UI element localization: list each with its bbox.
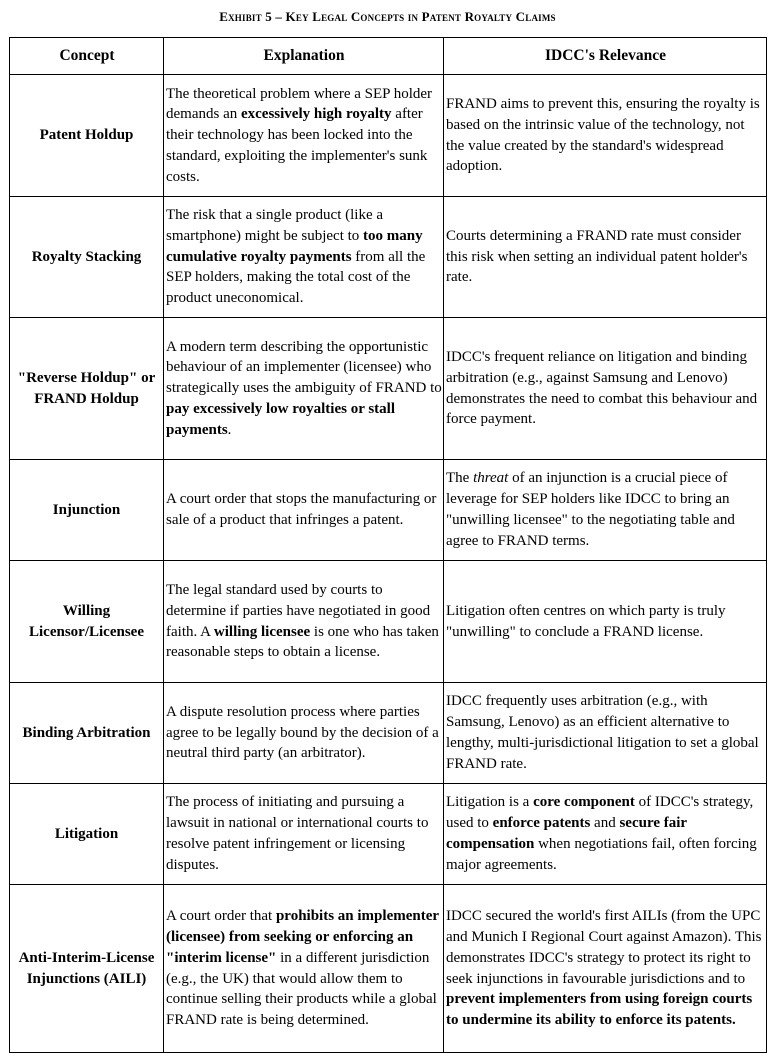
concept-cell: Anti-Interim-License Injunctions (AILI) xyxy=(10,885,164,1053)
text-segment: of an injunction is a crucial piece of leverage for SEP holders like IDCC to bring an "unwilling licensee" to the negotiating table and agree to FRAND terms. xyxy=(446,470,735,549)
concept-cell: "Reverse Holdup" or FRAND Holdup xyxy=(10,318,164,460)
relevance-cell xyxy=(444,197,767,318)
table-row xyxy=(10,197,767,318)
concept-cell: Royalty Stacking xyxy=(10,197,164,318)
relevance-cell xyxy=(444,683,767,784)
bold-text: willing licensee xyxy=(213,623,311,640)
text-segment: is one who has taken reasonable steps to obtain a license. xyxy=(166,623,439,661)
explanation-cell xyxy=(164,318,444,460)
explanation-cell xyxy=(164,683,444,784)
explanation-cell xyxy=(164,784,444,885)
relevance-cell xyxy=(444,885,767,1053)
explanation-cell xyxy=(164,75,444,197)
concept-cell: Patent Holdup xyxy=(10,75,164,197)
table-row xyxy=(10,460,767,561)
text-segment: The xyxy=(446,470,474,487)
explanation-cell xyxy=(164,197,444,318)
text-segment: in a different jurisdiction (e.g., the UK) that would allow them to continue selling their products while a global FRAND rate is being determined. xyxy=(166,949,437,1029)
text-segment: The risk that a single product (like a smartphone) might be subject to xyxy=(166,207,384,244)
concept-cell: Litigation xyxy=(10,784,164,885)
text-segment: FRAND aims to prevent this, ensuring the royalty is based on the intrinsic value of the technology, not the value created by the standard's widespread adoption. xyxy=(446,95,760,175)
text-segment: IDCC secured the world's first AILIs (from the UPC and Munich I Regional Court against Amazon). This demonstrates IDCC's strategy to protect its right to seek injunctions in favourable jurisdictions and to xyxy=(446,908,762,987)
table-row xyxy=(10,75,767,197)
bold-text: prevent implementers from using foreign courts to undermine its ability to enforce its patents. xyxy=(446,991,753,1029)
bold-text: too many cumulative royalty payments xyxy=(166,227,423,265)
legal-concepts-table xyxy=(9,37,767,1053)
header-explanation: Explanation xyxy=(164,38,444,75)
text-segment: The legal standard used by courts to determine if parties have negotiated in good faith. A xyxy=(166,581,431,640)
text-segment: Courts determining a FRAND rate must consider this risk when setting an individual patent holder's rate. xyxy=(446,227,748,286)
table-header-row xyxy=(10,38,767,75)
relevance-cell xyxy=(444,75,767,197)
text-segment: . xyxy=(227,421,232,438)
text-segment: The process of initiating and pursuing a lawsuit in national or international courts to resolve patent infringement or licensing disputes. xyxy=(166,794,429,873)
text-segment: Litigation is a xyxy=(446,794,534,811)
text-segment: A court order that xyxy=(166,908,276,925)
relevance-cell xyxy=(444,460,767,561)
table-row xyxy=(10,683,767,784)
explanation-cell xyxy=(164,885,444,1053)
text-segment: when negotiations fail, often forcing major agreements. xyxy=(446,836,757,873)
text-segment: A dispute resolution process where parties agree to be legally bound by the decision of a neutral third party (an arbitrator). xyxy=(166,703,439,762)
text-segment: and xyxy=(590,815,620,832)
table-row xyxy=(10,885,767,1053)
relevance-cell xyxy=(444,561,767,683)
relevance-cell xyxy=(444,318,767,460)
text-segment: after their technology has been locked into the standard, exploiting the implementer's sunk costs. xyxy=(166,106,428,185)
text-segment: of IDCC's strategy, used to xyxy=(446,794,754,832)
bold-text: pay excessively low royalties or stall payments xyxy=(166,400,395,438)
table-row xyxy=(10,561,767,683)
bold-text: enforce patents xyxy=(492,815,591,832)
header-concept: Concept xyxy=(10,38,164,75)
text-segment: from all the SEP holders, making the total cost of the product uneconomical. xyxy=(166,248,426,307)
table-row xyxy=(10,784,767,885)
bold-text: core component xyxy=(533,794,635,811)
bold-text: prohibits an implementer (licensee) from seeking or enforcing an "interim license" xyxy=(166,908,439,966)
concept-cell: Willing Licensor/Licensee xyxy=(10,561,164,683)
text-segment: The theoretical problem where a SEP holder demands an xyxy=(166,85,433,123)
concept-cell: Binding Arbitration xyxy=(10,683,164,784)
bold-text: excessively high royalty xyxy=(240,106,392,123)
explanation-cell xyxy=(164,460,444,561)
table-body xyxy=(10,75,767,1053)
table-row xyxy=(10,318,767,460)
text-segment: A court order that stops the manufacturing or sale of a product that infringes a patent. xyxy=(166,491,437,528)
exhibit-title: Exhibit 5 – Key Legal Concepts in Patent Royalty Claims xyxy=(219,9,556,24)
bold-text: secure fair compensation xyxy=(446,815,687,852)
relevance-cell xyxy=(444,784,767,885)
text-segment: Litigation often centres on which party is truly "unwilling" to conclude a FRAND license. xyxy=(446,602,726,640)
text-segment: A modern term describing the opportunistic behaviour of an implementer (licensee) who strategically uses the ambiguity of FRAND to xyxy=(166,338,442,397)
italic-text: threat xyxy=(473,470,509,487)
text-segment: IDCC's frequent reliance on litigation and binding arbitration (e.g., against Samsung and Lenovo) demonstrates the need to combat this behaviour and force payment. xyxy=(446,348,758,428)
concept-cell: Injunction xyxy=(10,460,164,561)
explanation-cell xyxy=(164,561,444,683)
header-relevance: IDCC's Relevance xyxy=(444,38,767,75)
text-segment: IDCC frequently uses arbitration (e.g., with Samsung, Lenovo) as an efficient alternative to lengthy, multi-jurisdictional litigation to set a global FRAND rate. xyxy=(446,693,759,772)
